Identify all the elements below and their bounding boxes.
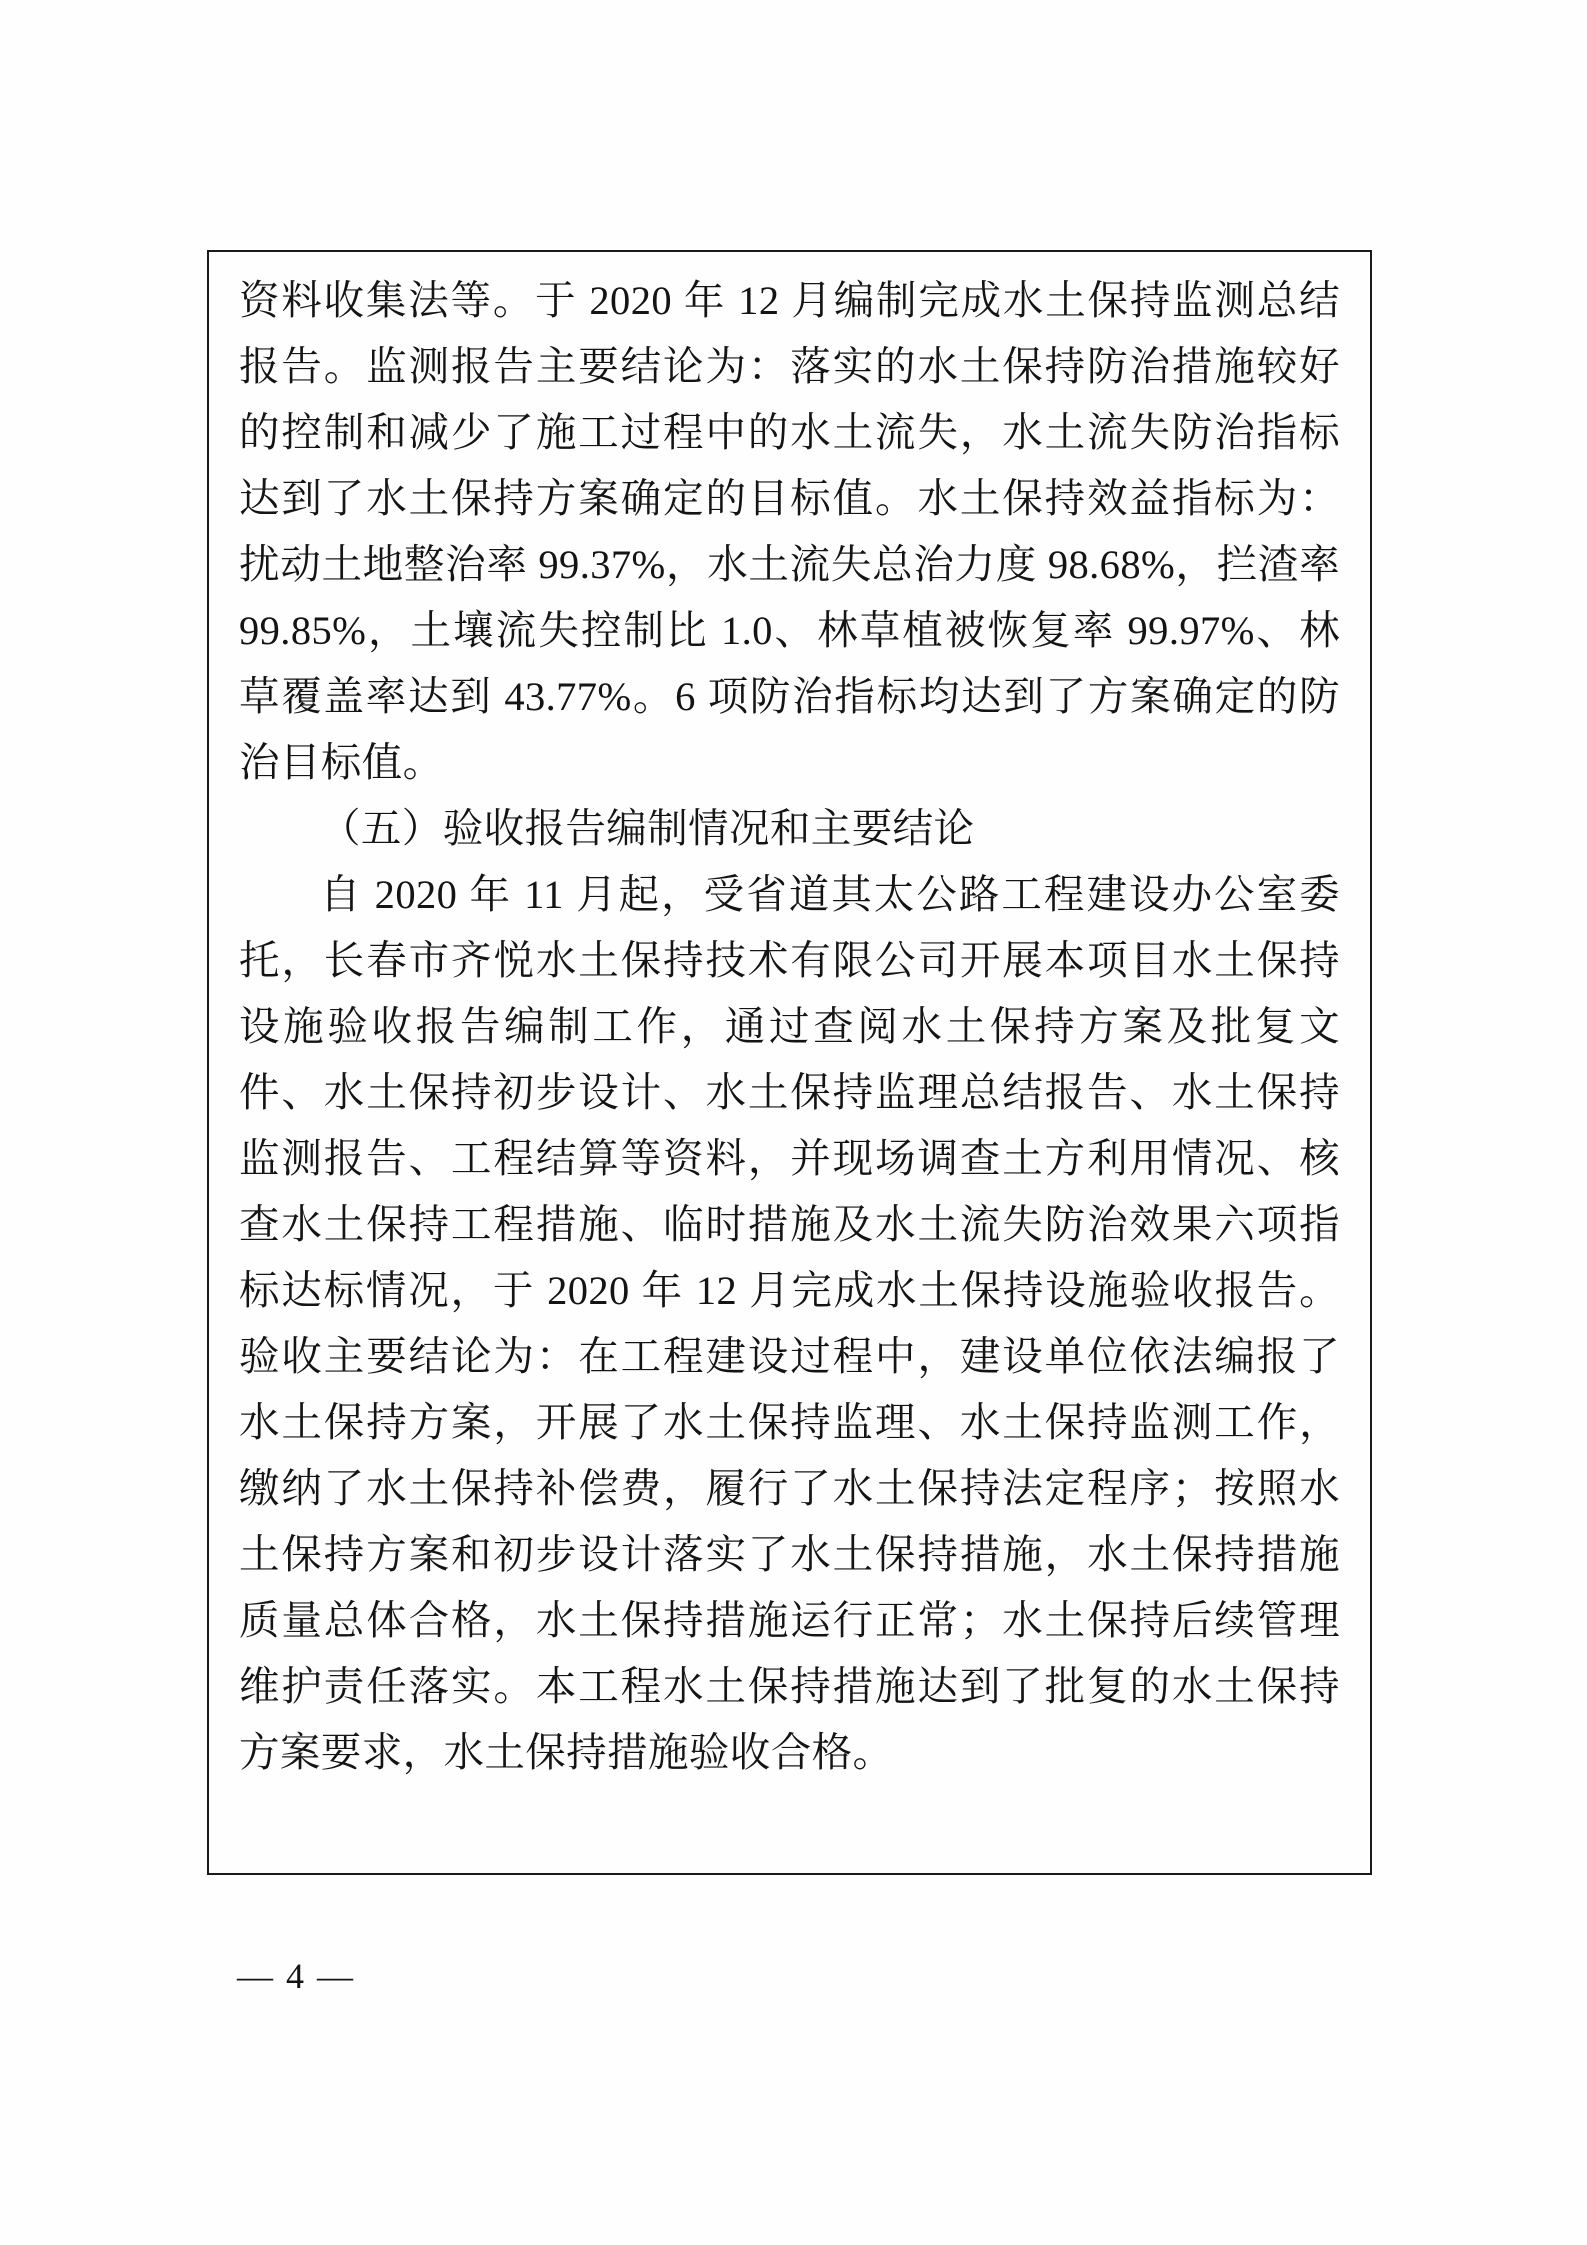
document-text-body bbox=[207, 268, 1372, 1786]
paragraph-monitoring-summary: 资料收集法等。于 2020 年 12 月编制完成水土保持监测总结报告。监测报告主要结论为：落实的水土保持防治措施较好的控制和减少了施工过程中的水土流失，水土流失防治指标达到了水土保持方案确定的目标值。水土保持效益指标为：扰动土地整治率 99.37%，水土流失总治力度 98.68%，拦渣率 99.85%，土壤流失控制比 1.0、林草植被恢复率 99.97%、林草覆盖率达到 43.77%。6 项防治指标均达到了方案确定的防治目标值。 bbox=[239, 278, 1340, 785]
page-number: — 4 — bbox=[237, 1956, 355, 1996]
heading-section-five: （五）验收报告编制情况和主要结论 bbox=[320, 806, 975, 851]
paragraph-acceptance-report: 自 2020 年 11 月起，受省道其太公路工程建设办公室委托，长春市齐悦水土保持技术有限公司开展本项目水土保持设施验收报告编制工作，通过查阅水土保持方案及批复文件、水土保持初步设计、水土保持监理总结报告、水土保持监测报告、工程结算等资料，并现场调查土方利用情况、核查水土保持工程措施、临时措施及水土流失防治效果六项指标达标情况，于 2020 年 12 月完成水土保持设施验收报告。验收主要结论为：在工程建设过程中，建设单位依法编报了水土保持方案，开展了水土保持监理、水土保持监测工作，缴纳了水土保持补偿费，履行了水土保持法定程序；按照水土保持方案和初步设计落实了水土保持措施，水土保持措施质量总体合格，水土保持措施运行正常；水土保持后续管理维护责任落实。本工程水土保持措施达到了批复的水土保持方案要求，水土保持措施验收合格。 bbox=[239, 872, 1340, 1775]
